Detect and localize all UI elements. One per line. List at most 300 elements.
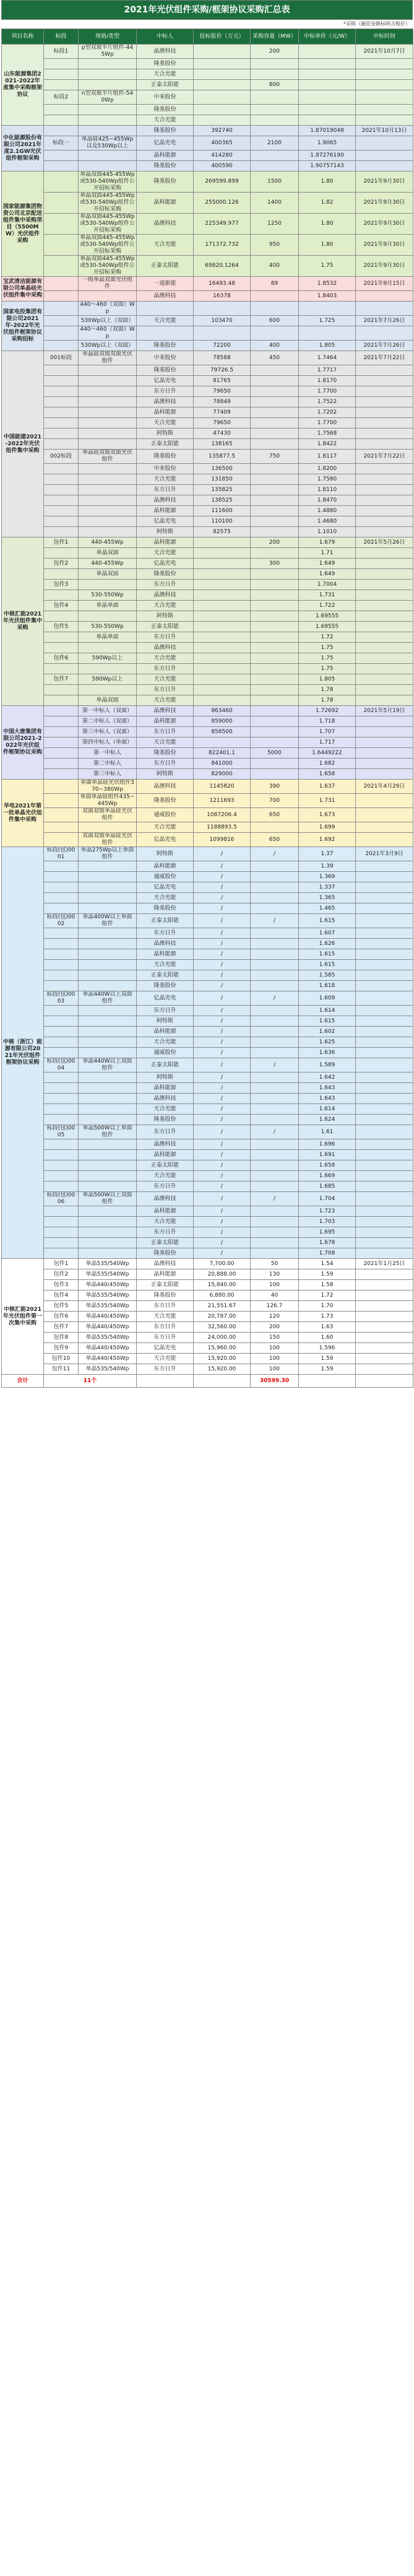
winner-cell: 天合光能 [137,316,194,326]
capacity-cell: 700 [251,794,299,808]
price-cell [194,59,251,69]
capacity-cell: 126.7 [251,1301,299,1312]
date-cell [356,439,413,450]
table-row [2,769,413,780]
date-cell [356,90,413,105]
unit-price-cell [299,69,356,80]
date-cell [356,903,413,914]
capacity-cell: 130 [251,1269,299,1280]
table-row [2,548,413,559]
spec-cell [79,872,137,882]
capacity-cell [251,580,299,590]
table-row [2,1139,413,1150]
date-cell [356,643,413,653]
spec-cell [79,1037,137,1048]
bid-cell [44,407,79,418]
table-row [2,872,413,882]
bid-cell [44,970,79,981]
table-row [2,1269,413,1280]
spec-cell [79,516,137,527]
price-cell [194,80,251,90]
unit-price-cell: 1.618 [299,981,356,991]
winner-cell: 隆基股份 [137,569,194,580]
unit-price-cell: 1.75 [299,256,356,277]
winner-cell: 阿特斯 [137,847,194,861]
capacity-cell [251,643,299,653]
date-cell [356,808,413,822]
price-cell: / [194,882,251,893]
table-row [2,685,413,695]
date-cell [356,759,413,769]
price-cell: 82575 [194,527,251,537]
price-cell: / [194,1115,251,1125]
unit-price-cell: 1.58 [299,1280,356,1290]
unit-price-cell [299,90,356,105]
price-cell: / [194,1192,251,1206]
date-cell [356,1115,413,1125]
capacity-cell [251,1181,299,1192]
date-cell [356,1073,413,1083]
date-cell: 2021年7月26日 [356,341,413,351]
bid-cell [44,872,79,882]
table-row [2,727,413,738]
capacity-cell [251,1037,299,1048]
table-row [2,1227,413,1238]
bid-cell: 包件3 [44,1280,79,1290]
winner-cell: 亿晶光电 [137,559,194,569]
date-cell: 2021年10月7日 [356,45,413,59]
spec-cell: 单面单晶硅光伏组件370~380Wp [79,780,137,794]
unit-price-cell: 1.649 [299,559,356,569]
bid-cell [44,474,79,485]
bid-cell [44,464,79,474]
project-name-cell: 山东能源集团2021-2022年度集中采购框架协议 [2,45,44,126]
spec-cell: 单晶535/540Wp [79,1333,137,1343]
bid-cell [44,326,79,341]
date-cell [356,981,413,991]
date-cell [356,882,413,893]
capacity-cell: 390 [251,780,299,794]
project-name-cell: 中国能建2021-2022年光伏组件集中采购 [2,351,44,537]
unit-price-cell: 1.707 [299,727,356,738]
table-row [2,882,413,893]
price-cell: 269599.899 [194,172,251,193]
price-cell [194,674,251,685]
capacity-cell [251,429,299,439]
spec-cell: 单面单晶硅组件435~445Wp [79,794,137,808]
date-cell [356,1312,413,1322]
price-cell: / [194,893,251,903]
table-row [2,376,413,386]
table-row [2,738,413,748]
bid-cell [44,193,79,214]
date-cell [356,872,413,882]
date-cell [356,928,413,939]
winner-cell: 晶科能源 [137,1150,194,1160]
price-cell: 24,000.00 [194,1333,251,1343]
spec-cell: 单晶440/450Wp [79,1343,137,1354]
date-cell [356,1301,413,1312]
date-cell [356,464,413,474]
table-row [2,1115,413,1125]
price-cell: / [194,1058,251,1073]
capacity-cell [251,1171,299,1181]
table-row [2,903,413,914]
capacity-cell: 89 [251,277,299,291]
date-cell [356,590,413,601]
winner-cell: 天合光能 [137,674,194,685]
unit-price-cell: 1.636 [299,1048,356,1058]
capacity-cell [251,365,299,376]
winner-cell: 隆基股份 [137,59,194,69]
table-row [2,970,413,981]
bid-cell [44,664,79,674]
bid-cell [44,695,79,706]
date-cell [356,1027,413,1037]
unit-price-cell: 1.59 [299,1269,356,1280]
bid-cell [44,172,79,193]
unit-price-cell: 1.75 [299,653,356,664]
unit-price-cell: 1.725 [299,316,356,326]
unit-price-cell: 1.589 [299,1058,356,1073]
bid-cell: 包件3 [44,580,79,590]
unit-price-cell: 1.8470 [299,495,356,506]
winner-cell: 晶澳科技 [137,291,194,302]
price-cell: 81765 [194,376,251,386]
winner-cell: 正泰太阳能 [137,1058,194,1073]
price-cell: 110100 [194,516,251,527]
bid-cell [44,928,79,939]
capacity-cell [251,439,299,450]
table-row [2,1006,413,1016]
table-row [2,126,413,136]
table-row [2,1301,413,1312]
date-cell [356,386,413,397]
bid-cell [44,214,79,235]
price-cell: 400365 [194,136,251,150]
table-row [2,115,413,126]
spec-cell: 双面双玻单晶硅光伏组件 [79,833,137,847]
table-row [2,622,413,632]
capacity-cell [251,674,299,685]
bid-cell [44,569,79,580]
bid-cell [44,439,79,450]
price-cell: 1087206.4 [194,808,251,822]
spec-cell: 440～460（双面）Wp [79,326,137,341]
spec-cell: 第一中标人（双面） [79,706,137,716]
spec-cell: 单晶双面 [79,695,137,706]
table-row [2,1181,413,1192]
winner-cell: 晶澳科技 [137,214,194,235]
winner-cell: 晶科能源 [137,1083,194,1094]
unit-price-cell: 1.642 [299,1073,356,1083]
date-cell [356,548,413,559]
unit-price-cell: 1.78 [299,695,356,706]
table-row [2,516,413,527]
header-price: 投标报价（万元） [194,29,251,45]
date-cell [356,914,413,928]
unit-price-cell: 1.682 [299,759,356,769]
winner-cell: 天合光能 [137,69,194,80]
winner-cell: 隆基股份 [137,1290,194,1301]
winner-cell [137,302,194,316]
bid-cell: 包件1 [44,1259,79,1269]
capacity-cell [251,970,299,981]
price-cell: 255000.126 [194,193,251,214]
unit-price-cell: 1.4880 [299,506,356,516]
price-cell [194,601,251,611]
spec-cell [79,59,137,69]
spec-cell [79,365,137,376]
total-blank [137,1375,194,1388]
winner-cell: 晶科能源 [137,150,194,161]
spec-cell [79,397,137,407]
spec-cell: 单晶400W以上单面组件 [79,914,137,928]
price-cell: 858500 [194,727,251,738]
price-cell: / [194,1248,251,1259]
price-cell: 859000 [194,716,251,727]
winner-cell: 东方日升 [137,1301,194,1312]
unit-price-cell: 1.669 [299,1171,356,1181]
unit-price-cell: 1.615 [299,949,356,960]
spec-cell: 440-455Wp [79,559,137,569]
capacity-cell [251,981,299,991]
unit-price-cell: 1.59 [299,1354,356,1364]
capacity-cell [251,150,299,161]
spec-cell [79,1073,137,1083]
bid-cell [44,1217,79,1227]
bid-cell [44,341,79,351]
date-cell [356,1139,413,1150]
bid-cell [44,516,79,527]
capacity-cell [251,1006,299,1016]
bid-cell: 包件5 [44,622,79,632]
price-cell: 1188893.5 [194,822,251,833]
capacity-cell [251,302,299,316]
winner-cell: 天合光能 [137,653,194,664]
winner-cell: 阿特斯 [137,611,194,622]
bid-cell [44,1073,79,1083]
unit-price-cell: 1.73 [299,1312,356,1322]
bid-cell [44,643,79,653]
price-cell: 16493.48 [194,277,251,291]
capacity-cell: 120 [251,1312,299,1322]
winner-cell: 天合光能 [137,1354,194,1364]
bid-cell: 包件2 [44,559,79,569]
spec-cell [79,1094,137,1104]
spec-cell [79,386,137,397]
price-cell [194,548,251,559]
capacity-cell [251,601,299,611]
bid-cell [44,506,79,516]
table-row [2,506,413,516]
capacity-cell: 750 [251,450,299,464]
winner-cell: 天合光能 [137,474,194,485]
bid-cell [44,161,79,172]
price-cell: / [194,1150,251,1160]
capacity-cell: 650 [251,808,299,822]
winner-cell: 隆基股份 [137,105,194,115]
spec-cell [79,970,137,981]
spec-cell: 单晶440/450Wp [79,1322,137,1333]
capacity-cell [251,115,299,126]
table-row [2,1016,413,1027]
spec-cell: 单晶双面445-455Wp或530-540Wp组件公开招标采购 [79,256,137,277]
capacity-cell [251,960,299,970]
capacity-cell [251,861,299,872]
total-count: 11个 [44,1375,137,1388]
spec-cell [79,495,137,506]
winner-cell: 亿晶光电 [137,882,194,893]
date-cell [356,1290,413,1301]
table-row [2,1333,413,1343]
winner-cell: 天合光能 [137,418,194,429]
winner-cell: 天合光能 [137,115,194,126]
bid-cell [44,126,79,136]
unit-price-cell: 1.708 [299,1248,356,1259]
price-cell: 136500 [194,464,251,474]
price-cell: / [194,1160,251,1171]
winner-cell: 东方日升 [137,1322,194,1333]
table-row [2,69,413,80]
price-cell [194,590,251,601]
spec-cell: 单晶双面445-455Wp或530-540Wp组件公开招标采购 [79,193,137,214]
winner-cell: 天合光能 [137,235,194,256]
unit-price-cell: 1.649 [299,569,356,580]
capacity-cell [251,893,299,903]
table-row [2,674,413,685]
price-cell: 32,560.00 [194,1322,251,1333]
spec-cell: 单晶双面445-455Wp或530-540Wp组件公开招标采购 [79,235,137,256]
price-cell: 15,960.00 [194,1343,251,1354]
winner-cell: 东方日升 [137,1125,194,1139]
unit-price-cell: 1.614 [299,1006,356,1016]
price-cell: 79726.5 [194,365,251,376]
table-row [2,1364,413,1375]
table-row [2,326,413,341]
unit-price-cell [299,105,356,115]
capacity-cell [251,527,299,537]
bid-cell [44,277,79,291]
price-cell: / [194,1083,251,1094]
winner-cell: 晶科能源 [137,506,194,516]
unit-price-cell: 1.8170 [299,376,356,386]
date-cell: 2021年5月19日 [356,706,413,716]
date-cell [356,1048,413,1058]
table-row [2,847,413,861]
date-cell [356,1217,413,1227]
unit-price-cell: 1.7580 [299,474,356,485]
header-spec: 规格/类型 [79,29,137,45]
unit-price-cell: 1.4680 [299,516,356,527]
price-cell [194,653,251,664]
winner-cell: 正泰太阳能 [137,80,194,90]
unit-price-cell: 1.722 [299,601,356,611]
unit-price-cell: 1.596 [299,1343,356,1354]
price-cell: 138525 [194,495,251,506]
table-row [2,45,413,59]
price-cell: 6,880.00 [194,1290,251,1301]
table-row [2,664,413,674]
capacity-cell [251,949,299,960]
price-cell [194,622,251,632]
spec-cell [79,527,137,537]
bid-cell [44,981,79,991]
winner-cell: 晶澳科技 [137,1192,194,1206]
capacity-cell [251,1206,299,1217]
table-row [2,495,413,506]
bid-cell: 标段(包)0002 [44,914,79,928]
table-row [2,418,413,429]
bid-cell [44,1094,79,1104]
table-row [2,150,413,161]
unit-price-cell: 1.615 [299,914,356,928]
spec-cell: 单晶535/540Wp [79,1269,137,1280]
unit-price-cell: 1.365 [299,893,356,903]
capacity-cell [251,516,299,527]
unit-price-cell: 1.699 [299,822,356,833]
price-cell [194,569,251,580]
price-cell: 111600 [194,506,251,516]
sheet-title: 2021年光伏组件采购/框架协议采购汇总表 [1,0,413,20]
capacity-cell: 300 [251,559,299,569]
price-cell: 1145820 [194,780,251,794]
unit-price-cell: 1.7568 [299,429,356,439]
winner-cell: 通威股份 [137,808,194,822]
project-name-cell: 中核汇能2021年光伏组件集中采购 [2,537,44,706]
bid-cell [44,1150,79,1160]
price-cell: / [194,847,251,861]
winner-cell: 亿晶光电 [137,136,194,150]
capacity-cell: 200 [251,537,299,548]
date-cell: 2021年9月30日 [356,193,413,214]
capacity-cell [251,326,299,341]
winner-cell: 晶澳科技 [137,1259,194,1269]
price-cell: / [194,970,251,981]
winner-cell: 隆基股份 [137,1248,194,1259]
spec-cell: 单晶双面 [79,548,137,559]
table-row [2,80,413,90]
capacity-cell [251,397,299,407]
date-cell [356,960,413,970]
winner-cell: 天合光能 [137,893,194,903]
date-cell [356,664,413,674]
unit-price-cell: 1.61 [299,1125,356,1139]
bid-cell [44,939,79,949]
unit-price-cell: 1.673 [299,808,356,822]
spec-cell [79,1238,137,1248]
date-cell [356,1206,413,1217]
date-cell [356,136,413,150]
bid-cell [44,632,79,643]
winner-cell: 正泰太阳能 [137,1238,194,1248]
spec-cell [79,1006,137,1016]
capacity-cell: 600 [251,316,299,326]
unit-price-cell: 1.465 [299,903,356,914]
spec-cell: 单晶500W以上单面组件 [79,1125,137,1139]
unit-price-cell [299,326,356,341]
price-cell: / [194,949,251,960]
table-row [2,341,413,351]
date-cell: 2021年10月13日 [356,126,413,136]
winner-cell: 晶科能源 [137,407,194,418]
capacity-cell [251,1094,299,1104]
capacity-cell [251,928,299,939]
date-cell: 2021年1月25日 [356,1259,413,1269]
bid-cell: 包件6 [44,653,79,664]
capacity-cell [251,69,299,80]
spec-cell [79,960,137,970]
